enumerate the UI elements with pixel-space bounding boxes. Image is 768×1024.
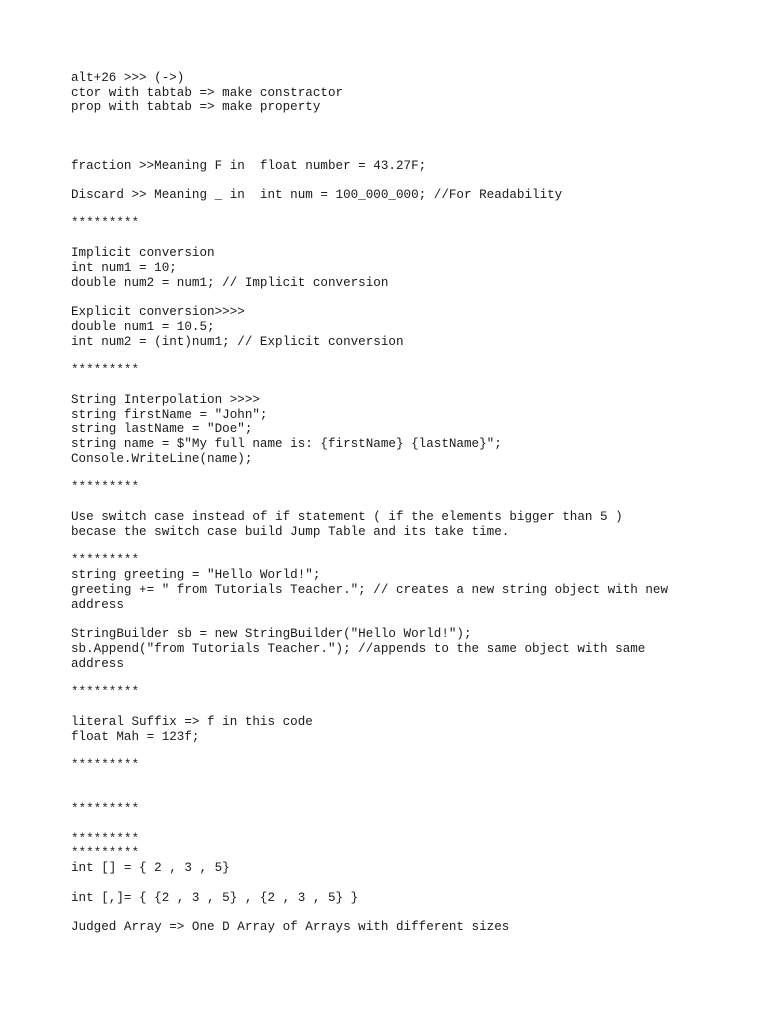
text-line: address <box>71 597 124 612</box>
text-line: greeting += " from Tutorials Teacher."; // creates a new string object with new <box>71 582 669 597</box>
text-line: int [,]= { {2 , 3 , 5} , {2 , 3 , 5} } <box>71 890 359 905</box>
text-line: float Mah = 123f; <box>71 729 200 744</box>
text-line: fraction >>Meaning F in float number = 43.27F; <box>71 159 427 174</box>
text-line: ********* <box>71 363 140 378</box>
text-line: ********* <box>71 802 140 816</box>
text-line: string name = $"My full name is: {firstName} {lastName}"; <box>71 437 502 451</box>
text-line: ********* <box>71 758 140 773</box>
text-line: becase the switch case build Jump Table and its take time. <box>71 524 510 539</box>
text-line: ********* <box>71 216 140 231</box>
text-line: Discard >> Meaning _ in int num = 100_000_000; //For Readability <box>71 187 563 202</box>
text-line: double num1 = 10.5; <box>71 319 215 334</box>
text-line: Implicit conversion <box>71 246 215 261</box>
text-line: prop with tabtab => make property <box>71 100 321 115</box>
text-line: Judged Array => One D Array of Arrays with different sizes <box>71 920 510 935</box>
text-line: int [] = { 2 , 3 , 5} <box>71 861 230 876</box>
text-line: ********* <box>71 831 140 846</box>
text-line: Use switch case instead of if statement ( if the elements bigger than 5 ) <box>71 510 623 525</box>
text-line: ********* <box>71 846 140 861</box>
text-line: ********* <box>71 553 140 568</box>
text-line: StringBuilder sb = new StringBuilder("Hello World!"); <box>71 627 472 642</box>
text-line: int num1 = 10; <box>71 260 177 275</box>
text-line: literal Suffix => f in this code <box>71 714 313 729</box>
text-line: Explicit conversion>>>> <box>71 305 245 320</box>
text-line: int num2 = (int)num1; // Explicit conversion <box>71 334 404 349</box>
text-line: sb.Append("from Tutorials Teacher."); //appends to the same object with same <box>71 641 646 656</box>
text-line: string greeting = "Hello World!"; <box>71 568 321 583</box>
text-line: double num2 = num1; // Implicit conversion <box>71 275 389 290</box>
text-line: ********* <box>71 685 140 700</box>
text-line: string lastName = "Doe"; <box>71 422 253 437</box>
text-line: address <box>71 656 124 671</box>
text-line: ********* <box>71 480 140 495</box>
text-line: Console.WriteLine(name); <box>71 451 253 466</box>
text-line: ctor with tabtab => make constractor <box>71 85 344 100</box>
text-line: String Interpolation >>>> <box>71 392 260 407</box>
text-line: alt+26 >>> (->) <box>71 71 185 85</box>
text-line: string firstName = "John"; <box>71 407 268 422</box>
document-body <box>71 71 751 935</box>
